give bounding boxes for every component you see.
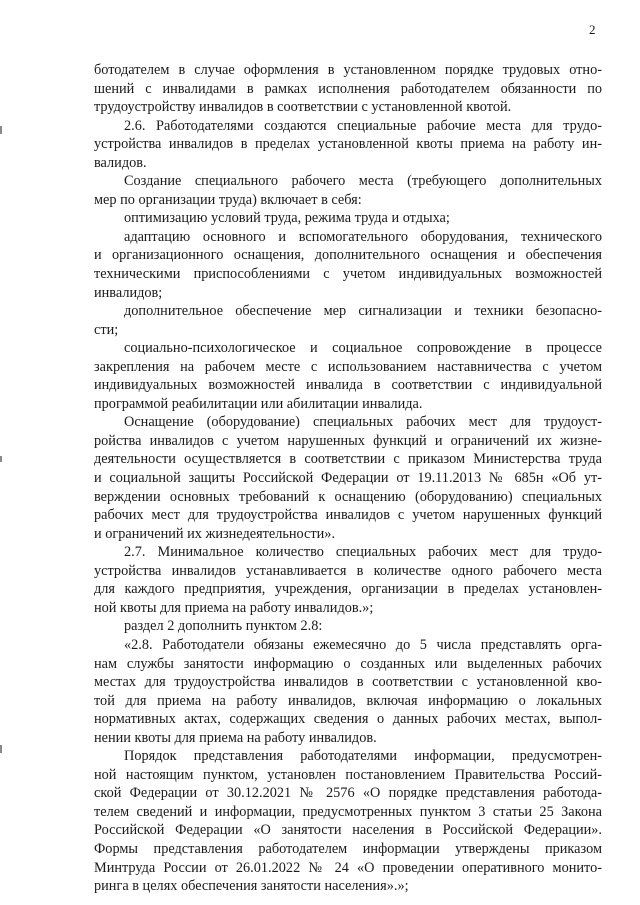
text-line: сти;: [94, 321, 119, 338]
text-line: адаптацию основного и вспомогательного оборудования, технического: [124, 228, 602, 245]
text-line: программой реабилитации или абилитации инвалида.: [94, 395, 423, 412]
text-line: местах для трудоустройства инвалидов в соответствии с установленной кво-: [94, 674, 602, 691]
scan-mark: [0, 456, 2, 462]
text-line: нам службы занятости информацию о созданных или выделенных рабочих: [94, 655, 602, 672]
text-line: инвалидов;: [94, 284, 163, 301]
text-line: Российской Федерации «О занятости населения в Российской Федерации».: [94, 822, 602, 839]
text-line: и ограничений их жизнедеятельности».: [94, 525, 336, 542]
text-line: оптимизацию условий труда, режима труда и отдыха;: [124, 210, 450, 227]
text-line: «2.8. Работодатели обязаны ежемесячно до 5 числа представлять орга-: [124, 636, 602, 653]
text-line: ской Федерации от 30.12.2021 № 2576 «О порядке представления работода-: [94, 785, 602, 802]
document-body: [94, 61, 602, 896]
text-line: закрепления на рабочем месте с использованием наставничества с учетом: [94, 358, 602, 375]
text-line: Порядок представления работодателями информации, предусмотрен-: [124, 748, 602, 765]
text-line: трудоустройству инвалидов в соответствии с установленной квотой.: [94, 99, 512, 116]
text-line: шений с инвалидами в рамках исполнения работодателем обязанности по: [94, 80, 602, 97]
text-line: Создание специального рабочего места (требующего дополнительных: [124, 173, 602, 190]
text-line: рабочих мест для трудоустройства инвалидов с учетом нарушенных функций: [94, 507, 602, 524]
text-line: Формы представления работодателем информации утверждены приказом: [94, 840, 602, 857]
text-line: той для приема на работу инвалидов, включая информацию о локальных: [94, 692, 602, 709]
text-line: техническими приспособлениями с учетом индивидуальных возможностей: [94, 266, 602, 283]
text-line: устройства инвалидов устанавливается в количестве одного рабочего места: [94, 562, 602, 579]
text-line: социально-психологическое и социальное сопровождение в процессе: [124, 340, 602, 357]
text-line: Минтруда России от 26.01.2022 № 24 «О проведении оперативного монито-: [94, 859, 602, 876]
text-line: дополнительное обеспечение мер сигнализации и техники безопасно-: [124, 303, 602, 320]
text-line: ной квоты для приема на работу инвалидов.»;: [94, 599, 374, 616]
text-line: ной настоящим пунктом, установлен постановлением Правительства Россий-: [94, 766, 602, 783]
text-line: верждении основных требований к оснащению (оборудованию) специальных: [94, 488, 602, 505]
scan-mark: [0, 745, 2, 753]
text-line: и социальной защиты Российской Федерации от 19.11.2013 № 685н «Об ут-: [94, 470, 602, 487]
text-line: ботодателем в случае оформления в установленном порядке трудовых отно-: [94, 62, 602, 78]
text-line: нении квоты для приема на работу инвалидов.: [94, 729, 377, 746]
text-line: раздел 2 дополнить пунктом 2.8:: [124, 618, 323, 635]
text-line: деятельности осуществляется в соответствии с приказом Министерства труда: [94, 451, 602, 468]
text-line: индивидуальных возможностей инвалида в соответствии с индивидуальной: [94, 377, 602, 394]
text-line: 2.6. Работодателями создаются специальные рабочие места для трудо-: [124, 117, 602, 134]
scan-mark: [0, 126, 2, 134]
text-line: 2.7. Минимальное количество специальных рабочих мест для трудо-: [124, 544, 602, 561]
text-line: устройства инвалидов в пределах установленной квоты приема на работу ин-: [94, 136, 602, 153]
text-line: ройства инвалидов с учетом нарушенных функций и ограничений их жизне-: [94, 432, 602, 449]
text-line: и организационного оснащения, дополнительного оснащения и обеспечения: [94, 247, 602, 264]
text-line: мер по организации труда) включает в себя:: [94, 191, 362, 208]
text-line: телем сведений и информации, предусмотренных пунктом 3 статьи 25 Закона: [94, 803, 602, 820]
text-line: нормативных актах, содержащих сведения о данных рабочих местах, выпол-: [94, 711, 602, 728]
text-line: валидов.: [94, 154, 147, 171]
page-number: 2: [589, 22, 596, 37]
text-line: для каждого предприятия, учреждения, организации в пределах установлен-: [94, 581, 602, 598]
text-line: Оснащение (оборудование) специальных рабочих мест для трудоуст-: [124, 414, 602, 431]
text-line: ринга в целях обеспечения занятости населения».»;: [94, 878, 409, 895]
